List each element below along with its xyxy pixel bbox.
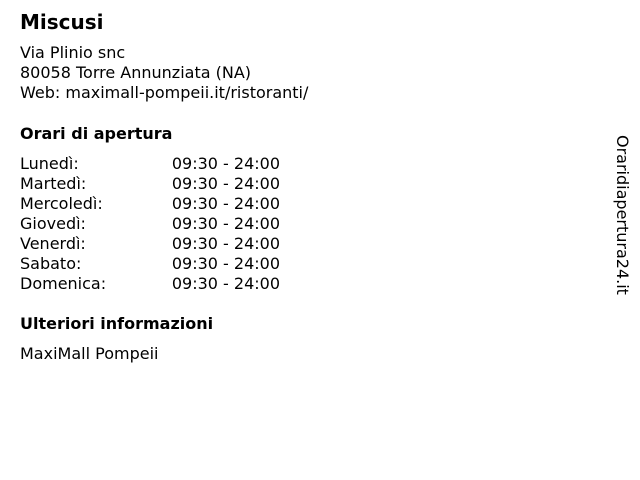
opening-hours-table <box>20 154 280 294</box>
time-range: 09:30 - 24:00 <box>171 234 280 253</box>
day-label: Martedì: <box>20 174 87 193</box>
hours-row-sunday <box>20 274 280 294</box>
page-title: Miscusi <box>20 10 104 34</box>
address-city: 80058 Torre Annunziata (NA) <box>20 63 251 82</box>
time-range: 09:30 - 24:00 <box>171 274 280 293</box>
time-range: 09:30 - 24:00 <box>171 214 280 233</box>
day-label: Venerdì: <box>20 234 86 253</box>
address-block <box>20 43 308 103</box>
hours-row-friday <box>20 234 280 254</box>
time-range: 09:30 - 24:00 <box>171 154 280 173</box>
hours-row-tuesday <box>20 174 280 194</box>
day-label: Mercoledì: <box>20 194 103 213</box>
further-info-heading: Ulteriori informazioni <box>20 314 214 333</box>
address-website: Web: maximall-pompeii.it/ristoranti/ <box>20 83 309 102</box>
further-info-text: MaxiMall Pompeii <box>20 344 159 363</box>
site-watermark: Oraridiapertura24.it <box>613 135 632 295</box>
time-range: 09:30 - 24:00 <box>171 174 280 193</box>
hours-row-saturday <box>20 254 280 274</box>
hours-row-thursday <box>20 214 280 234</box>
time-range: 09:30 - 24:00 <box>171 254 280 273</box>
day-label: Giovedì: <box>20 214 86 233</box>
day-label: Lunedì: <box>20 154 79 173</box>
hours-row-monday <box>20 154 280 174</box>
opening-hours-heading: Orari di apertura <box>20 124 173 143</box>
hours-row-wednesday <box>20 194 280 214</box>
address-street: Via Plinio snc <box>20 43 126 62</box>
day-label: Sabato: <box>20 254 82 273</box>
day-label: Domenica: <box>20 274 107 293</box>
time-range: 09:30 - 24:00 <box>171 194 280 213</box>
